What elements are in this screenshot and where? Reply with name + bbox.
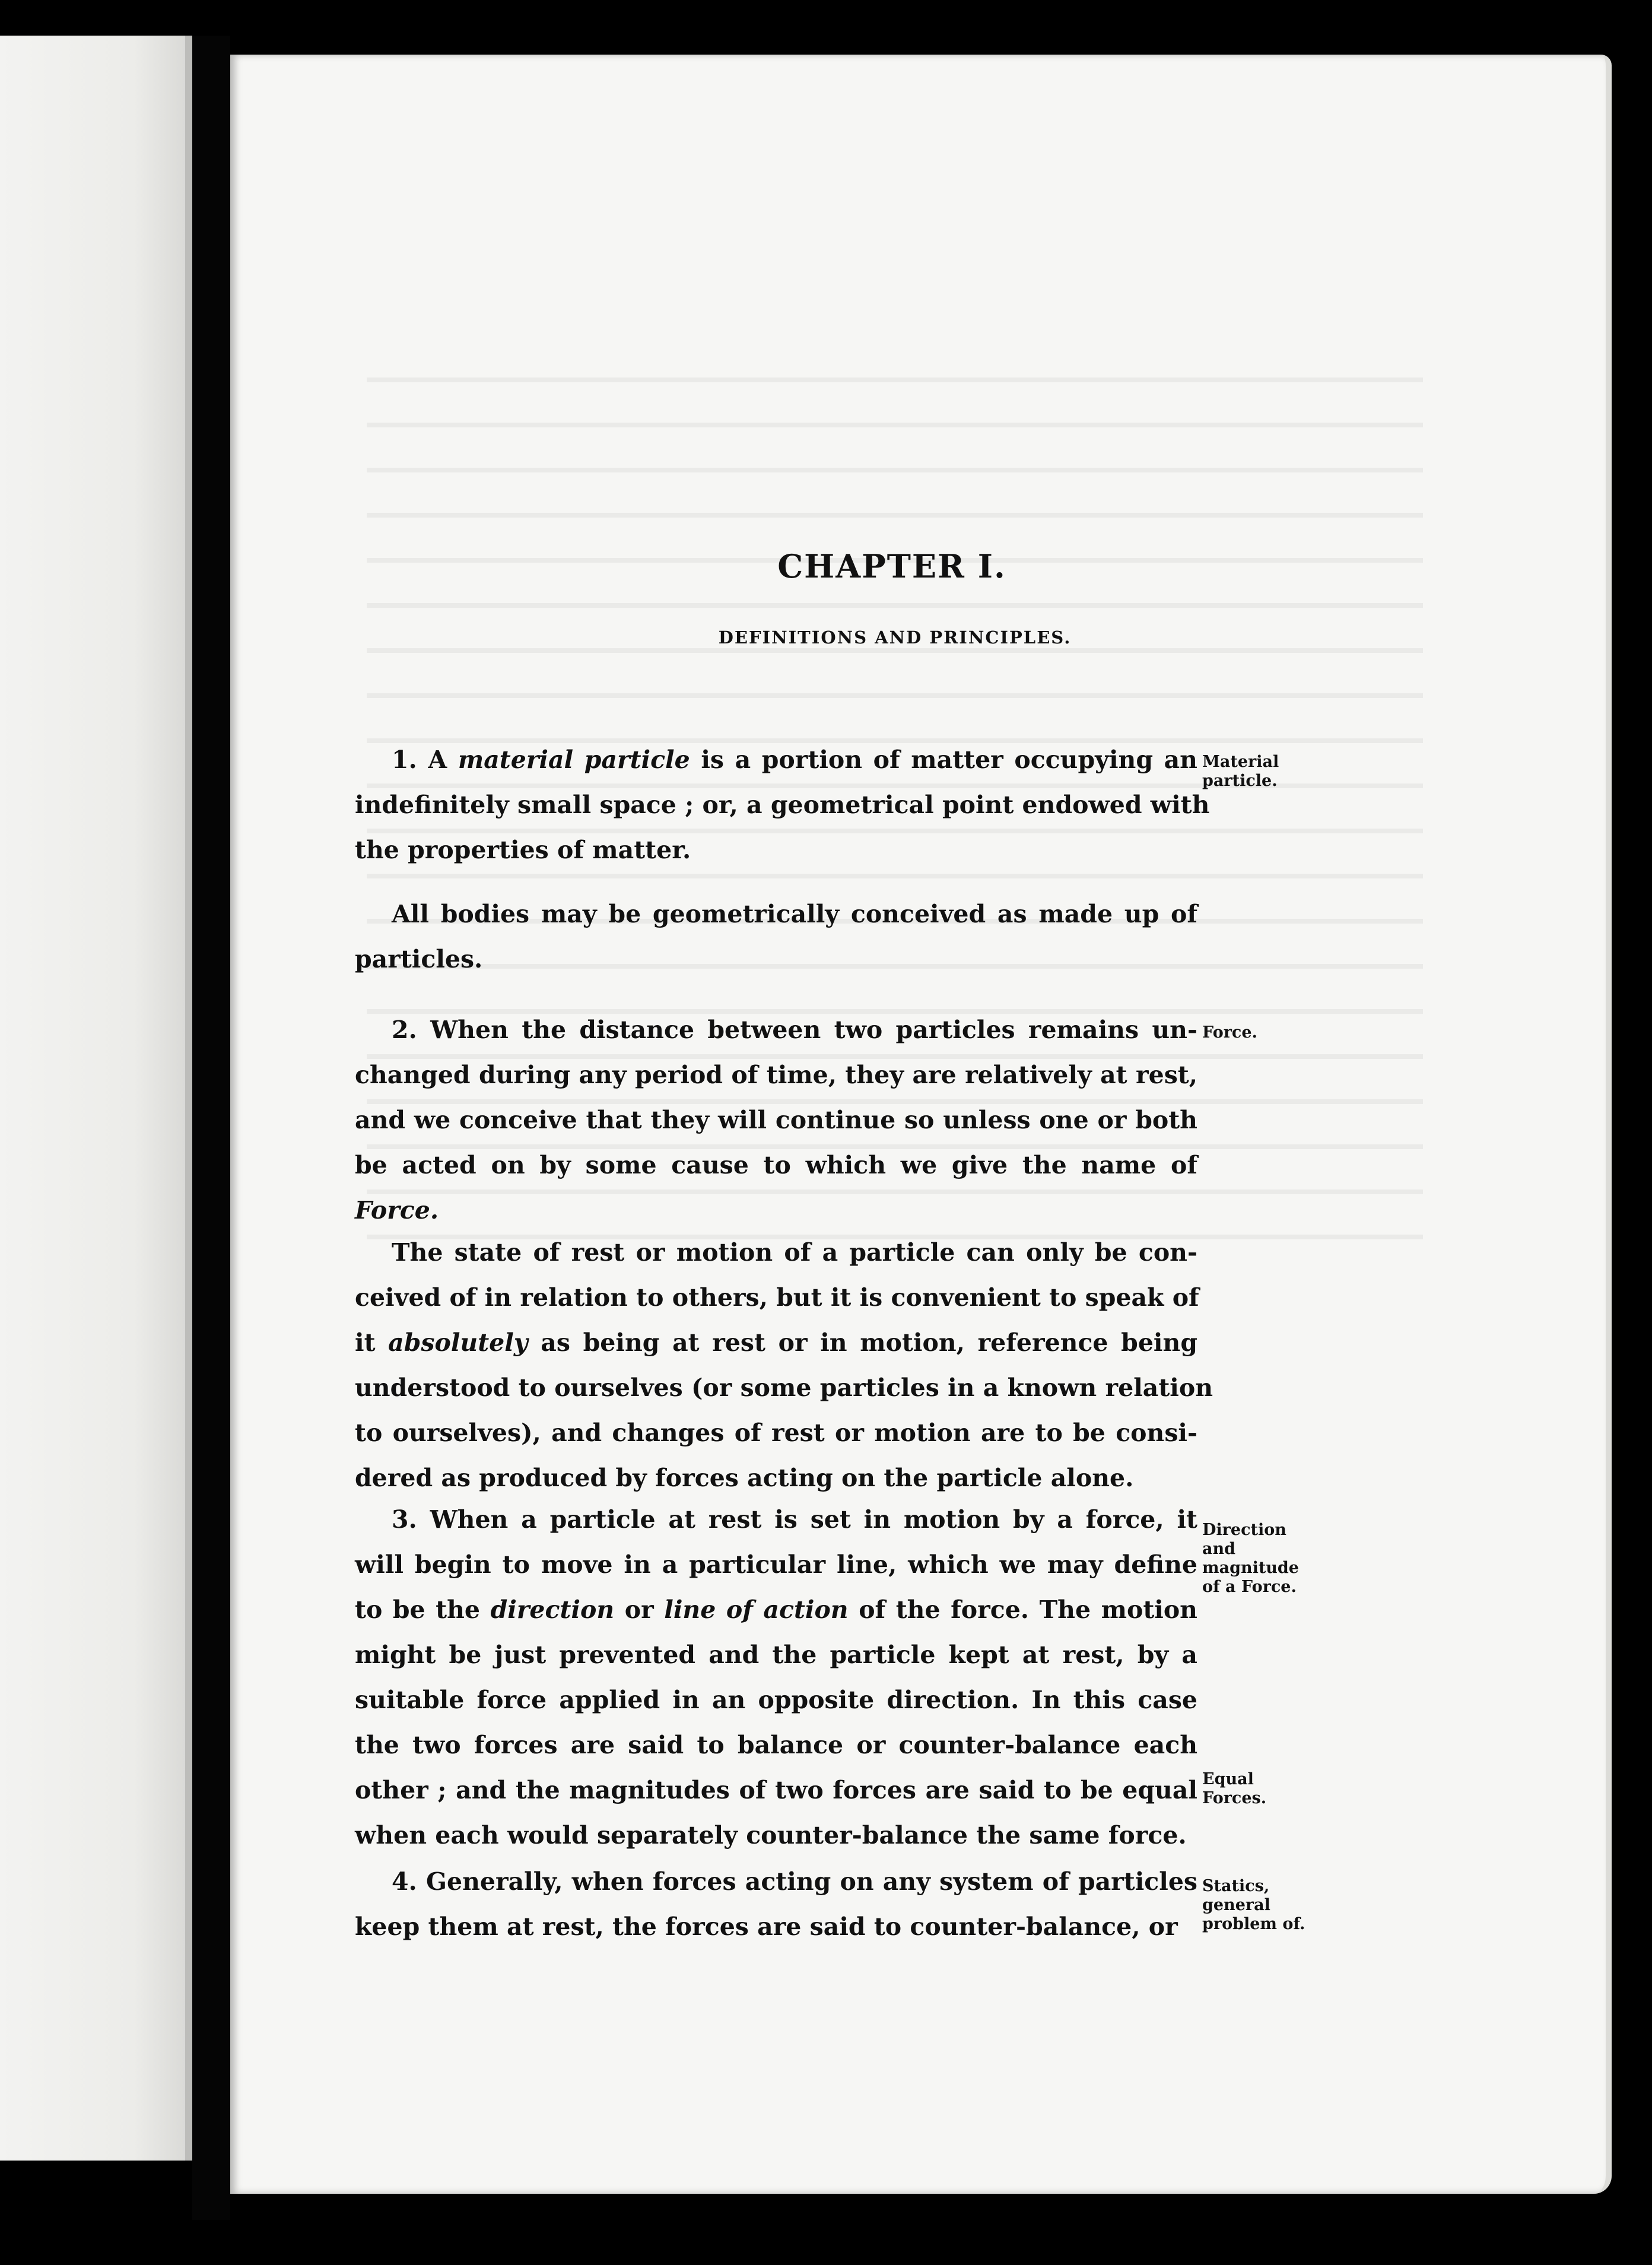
paragraph-2 [355,892,1197,982]
text-line: the properties of matter. [355,836,691,864]
text-line: to ourselves), and changes of rest or motion are to be consi- [355,1419,1197,1447]
margin-note-line: particle. [1202,772,1278,790]
margin-note-force [1202,1023,1257,1042]
paragraph-6 [355,1859,1197,1949]
margin-note-material-particle [1202,753,1279,791]
text-line [355,1188,1197,1233]
italic-term: Force. [355,1196,439,1225]
book-page [230,55,1612,2194]
left-facing-page [0,36,191,2161]
text-line: The state of rest or motion of a particle can only be con- [392,1238,1197,1267]
margin-note-line: Equal [1202,1770,1254,1788]
margin-note-line: Force. [1202,1023,1257,1042]
binding-gutter [192,36,230,2220]
text-line: will begin to move in a particular line, which we may define [355,1550,1197,1579]
italic-term: absolutely [388,1328,528,1357]
margin-note-equal-forces [1202,1770,1266,1808]
paragraph-4 [355,1230,1213,1501]
text-line: 3. When a particle at rest is set in motion by a force, it [392,1505,1197,1534]
text-line: the two forces are said to balance or counter-balance each [355,1731,1197,1759]
margin-note-line: Material [1202,753,1279,771]
margin-note-direction-magnitude [1202,1521,1299,1597]
margin-note-line: and [1202,1540,1236,1558]
margin-note-line: problem of. [1202,1915,1305,1933]
paragraph-3 [355,1007,1197,1233]
text-line: particles. [355,945,483,973]
text-line: keep them at rest, the forces are said to counter-balance, or [355,1912,1178,1941]
italic-term: line of action [664,1595,849,1624]
paragraph-5 [355,1497,1197,1858]
text-line: indefinitely small space ; or, a geometrical point endowed with [355,791,1210,819]
text-line: other ; and the magnitudes of two forces are said to be equal [355,1776,1197,1804]
margin-note-line: Statics, [1202,1877,1270,1895]
text-line: suitable force applied in an opposite direction. In this case [355,1686,1197,1714]
margin-note-statics [1202,1877,1305,1934]
text-line: to be the direction or line of action of the force. The motion [355,1595,1197,1624]
margin-note-line: Direction [1202,1521,1286,1539]
text-line: might be just prevented and the particle kept at rest, by a [355,1641,1197,1669]
margin-note-line: magnitude [1202,1559,1299,1577]
text-line: dered as produced by forces acting on the particle alone. [355,1464,1134,1492]
chapter-title: CHAPTER I. [777,547,1006,585]
text-line: understood to ourselves (or some particles in a known relation [355,1373,1213,1402]
text-line: changed during any period of time, they are relatively at rest, [355,1061,1197,1089]
text-line: 1. A material particle is a portion of matter occupying an [392,746,1197,774]
margin-note-line: of a Force. [1202,1578,1297,1596]
text-line: 4. Generally, when forces acting on any system of particles [392,1867,1197,1896]
text-line: it absolutely as being at rest or in motion, reference being [355,1328,1197,1357]
left-page-edge [185,36,192,2161]
text-line: be acted on by some cause to which we give the name of [355,1151,1197,1179]
text-line: and we conceive that they will continue so unless one or both [355,1106,1197,1134]
text-line: All bodies may be geometrically conceived as made up of [392,900,1197,928]
text-line: when each would separately counter-balance the same force. [355,1821,1187,1850]
margin-note-line: general [1202,1896,1270,1914]
chapter-subtitle: DEFINITIONS AND PRINCIPLES. [718,627,1072,648]
text-line: 2. When the distance between two particles remains un- [392,1016,1197,1044]
paragraph-1 [355,737,1210,873]
italic-term: material particle [458,746,690,774]
margin-note-line: Forces. [1202,1789,1267,1807]
text-line: ceived of in relation to others, but it is convenient to speak of [355,1283,1199,1312]
italic-term: direction [490,1595,615,1624]
